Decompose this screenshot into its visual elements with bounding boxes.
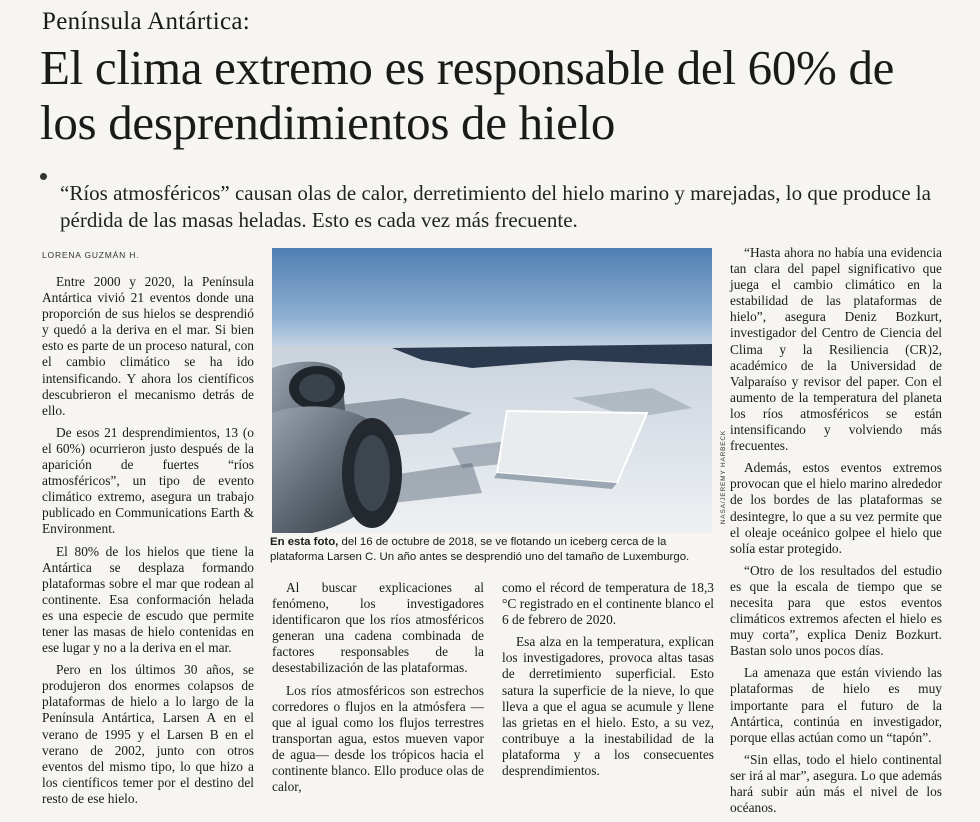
- caption-text: del 16 de octubre de 2018, se ve flotando un iceberg cerca de la plataforma Larsen C. Un año antes se desprendió uno del tamaño de Luxemburgo.: [270, 536, 690, 563]
- article-headline: El clima extremo es responsable del 60% de los desprendimientos de hielo: [40, 40, 895, 150]
- paragraph: De esos 21 desprendimientos, 13 (o el 60%) ocurrieron justo después de la aparición de fuertes “ríos atmosféricos”, un tipo de evento climático extremo, asegura un trabajo publicado en Communications Earth & Environment.: [42, 424, 254, 537]
- paragraph: Los ríos atmosféricos son estrechos corredores o flujos en la atmósfera —que al igual como los flujos terrestres transportan agua, estos mueven vapor de agua— desde los trópicos hacia el continente blanco. Ello produce olas de calor,: [272, 682, 484, 795]
- paragraph: Al buscar explicaciones al fenómeno, los investigadores identificaron que los ríos atmosféricos generan una cadena combinada de factores responsables de la desestabilización de las plataformas.: [272, 580, 484, 676]
- text-column-4: [730, 245, 942, 822]
- paragraph: “Otro de los resultados del estudio es que la escala de tiempo que se necesita para que estos eventos climáticos extremos afecten el hielo es muy corta”, explica Deniz Bozkurt. Bastan solo unos pocos días.: [730, 562, 942, 659]
- paragraph: Pero en los últimos 30 años, se produjeron dos enormes colapsos de plataformas de hielo a lo largo de la Península Antártica, Larsen A en el verano de 1995 y el Larsen B en el verano de 2002, junto con otros eventos del mismo tipo, lo que hizo a los científicos temer por el destino del resto de ese hielo.: [42, 662, 254, 806]
- iceberg-photo-illustration: [272, 248, 712, 533]
- paragraph: Esa alza en la temperatura, explican los investigadores, provoca altas tasas de derretimiento superficial. Esto satura la superficie de la nieve, lo que lleva a que el agua se acumule y llene las grietas en el hielo. Esto, a su vez, contribuye a la inestabilidad de la plataforma y a los consecuentes desprendimientos.: [502, 634, 714, 779]
- photo-credit: NASA/JEREMY HARBECK: [720, 430, 727, 525]
- byline: LORENA GUZMÁN H.: [42, 250, 140, 260]
- caption-lead: En esta foto,: [270, 536, 339, 548]
- paragraph: “Hasta ahora no había una evidencia tan clara del papel significativo que juega el cambio climático en la estabilidad de las plataformas de hielo”, asegura Deniz Bozkurt, investigador del Centro de Ciencia del Clima y la Resiliencia (CR)2, académico de la Universidad de Valparaíso y revisor del paper. Con el aumento de la temperatura del planeta los ríos atmosféricos se están intensificando y volviendo más frecuentes.: [730, 245, 942, 454]
- text-column-1: [42, 274, 254, 813]
- paragraph: La amenaza que están viviendo las plataformas de hielo es muy importante para el futuro de la Antártica, continúa en investigador, porque ellas actúan como un “tapón”.: [730, 665, 942, 745]
- paragraph: El 80% de los hielos que tiene la Antártica se desplaza formando plataformas sobre el mar que rodean al continente. Esa conformación helada es una especie de escudo que permite tener las masas de hielo contenidas en ese lugar y no a la deriva en el mar.: [42, 543, 254, 656]
- text-column-3: [502, 580, 714, 785]
- deck-bullet: [40, 173, 47, 180]
- paragraph: “Sin ellas, todo el hielo continental ser irá al mar”, asegura. Lo que además hará subir aún más el nivel de los océanos.: [730, 751, 942, 816]
- article-kicker: Península Antártica:: [42, 8, 251, 35]
- iceberg-photo: [272, 248, 712, 533]
- article-deck: “Ríos atmosféricos” causan olas de calor, derretimiento del hielo marino y marejadas, lo que produce la pérdida de las masas heladas. Esto es cada vez más frecuente.: [60, 181, 931, 232]
- paragraph: como el récord de temperatura de 18,3 °C registrado en el continente blanco el 6 de febrero de 2020.: [502, 580, 714, 628]
- paragraph: Entre 2000 y 2020, la Península Antártica vivió 21 eventos donde una proporción de sus hielos se desprendió y quedó a la deriva en el mar. Si bien esto es parte de un proceso natural, con el cambio climático se ha ido intensificando. Y ahora los científicos descubrieron el mecanismo detrás de ello.: [42, 274, 254, 418]
- paragraph: Además, estos eventos extremos provocan que el hielo marino alrededor de los bordes de las plataformas se desintegre, lo que a su vez permite que el oleaje oceánico golpee el hielo que solía estar protegido.: [730, 460, 942, 556]
- photo-caption: [270, 535, 718, 565]
- text-column-2: [272, 580, 484, 801]
